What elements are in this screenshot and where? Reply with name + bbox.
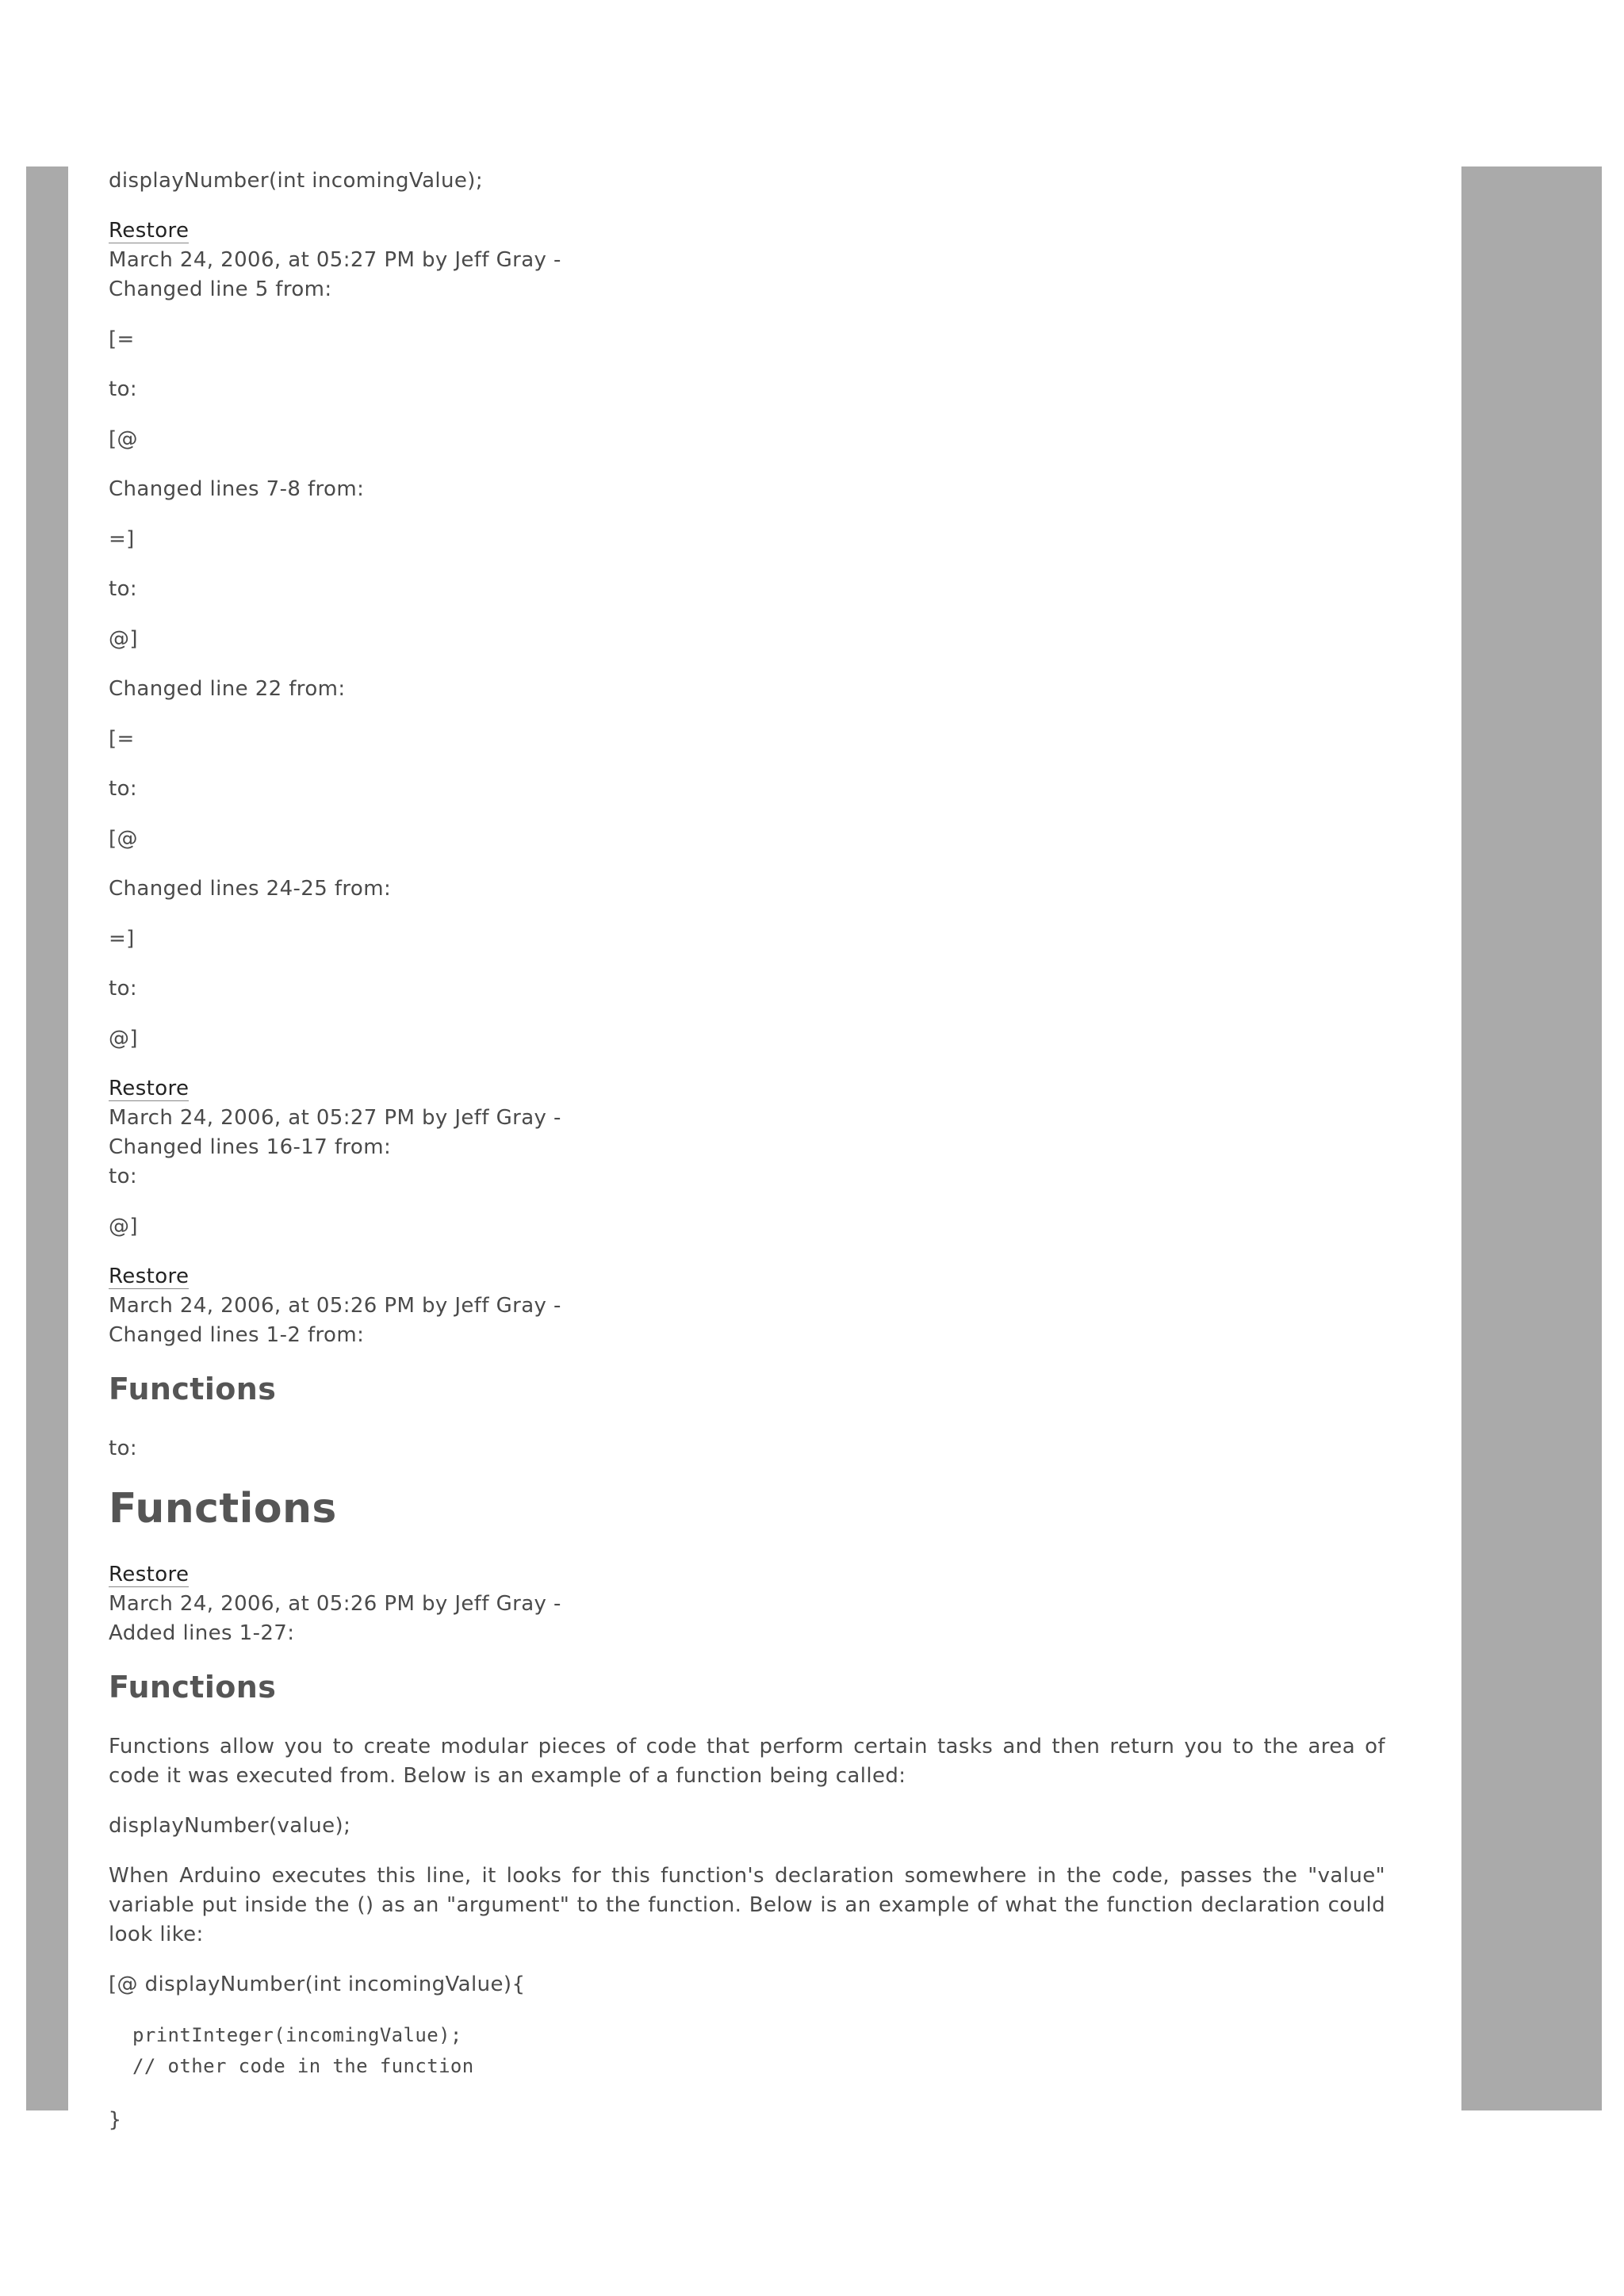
entry-change-line: to: (109, 1165, 138, 1188)
function-explanation-paragraph: When Arduino executes this line, it looks for this function's declaration somewhere in the code, passes the "value" variable put inside the () as an "argument" to the function. Below is an example of what the function declaration could look like: (109, 1864, 1385, 1946)
entry-meta-3: March 24, 2006, at 05:26 PM by Jeff Gray - (109, 1294, 561, 1318)
diff-text: Changed line 22 from: (109, 677, 346, 701)
functions-heading-large: Functions (109, 1485, 337, 1533)
function-declaration-line: [@ displayNumber(int incomingValue){ (109, 1973, 526, 1996)
diff-text: to: (109, 777, 138, 801)
entry-meta-2: March 24, 2006, at 05:27 PM by Jeff Gray - (109, 1106, 561, 1130)
diff-text: @] (109, 1027, 138, 1050)
restore-link-3[interactable]: Restore (109, 1265, 190, 1288)
history-entry-3 (109, 1262, 1385, 1350)
functions-heading-small: Functions (109, 1372, 277, 1406)
entry-meta-1: March 24, 2006, at 05:27 PM by Jeff Gray - (109, 248, 561, 272)
page-history-content (109, 166, 1385, 2156)
functions-intro-paragraph: Functions allow you to create modular pieces of code that perform certain tasks and then return you to the area of code it was executed from. Below is an example of a function being called: (109, 1735, 1385, 1788)
entry-change-line: Changed lines 16-17 from: (109, 1135, 392, 1159)
diff-text: @] (109, 1215, 138, 1238)
diff-text: [= (109, 727, 135, 751)
function-call-example: displayNumber(value); (109, 1814, 351, 1838)
code-line: printInteger(incomingValue); (132, 2024, 462, 2046)
closing-brace: } (109, 2108, 122, 2132)
restore-link-4[interactable]: Restore (109, 1563, 190, 1586)
functions-heading: Functions (109, 1670, 277, 1705)
top-code-line: displayNumber(int incomingValue); (109, 169, 484, 193)
right-sidebar-bar (1461, 166, 1602, 2110)
diff-text: Changed lines 7-8 from: (109, 477, 365, 501)
diff-text: to: (109, 377, 138, 401)
function-code-block (132, 2020, 1385, 2082)
diff-text: [@ (109, 427, 138, 451)
diff-text: Changed lines 24-25 from: (109, 877, 392, 901)
entry-meta-4: March 24, 2006, at 05:26 PM by Jeff Gray - (109, 1592, 561, 1616)
left-sidebar-bar (26, 166, 68, 2110)
entry-change-line: Added lines 1-27: (109, 1621, 295, 1645)
diff-text: to: (109, 577, 138, 601)
restore-link-2[interactable]: Restore (109, 1077, 190, 1100)
restore-link-1[interactable]: Restore (109, 219, 190, 243)
code-line: // other code in the function (132, 2055, 474, 2077)
diff-text: to: (109, 1437, 138, 1460)
history-entry-1 (109, 216, 1385, 304)
diff-text: =] (109, 527, 135, 551)
entry-change-line: Changed lines 1-2 from: (109, 1323, 365, 1347)
diff-text: [= (109, 327, 135, 351)
diff-text: =] (109, 927, 135, 951)
diff-text: @] (109, 627, 138, 651)
history-entry-2 (109, 1074, 1385, 1192)
history-entry-4 (109, 1560, 1385, 1648)
diff-text: to: (109, 977, 138, 1001)
diff-text: [@ (109, 827, 138, 851)
entry-change-line: Changed line 5 from: (109, 277, 332, 301)
